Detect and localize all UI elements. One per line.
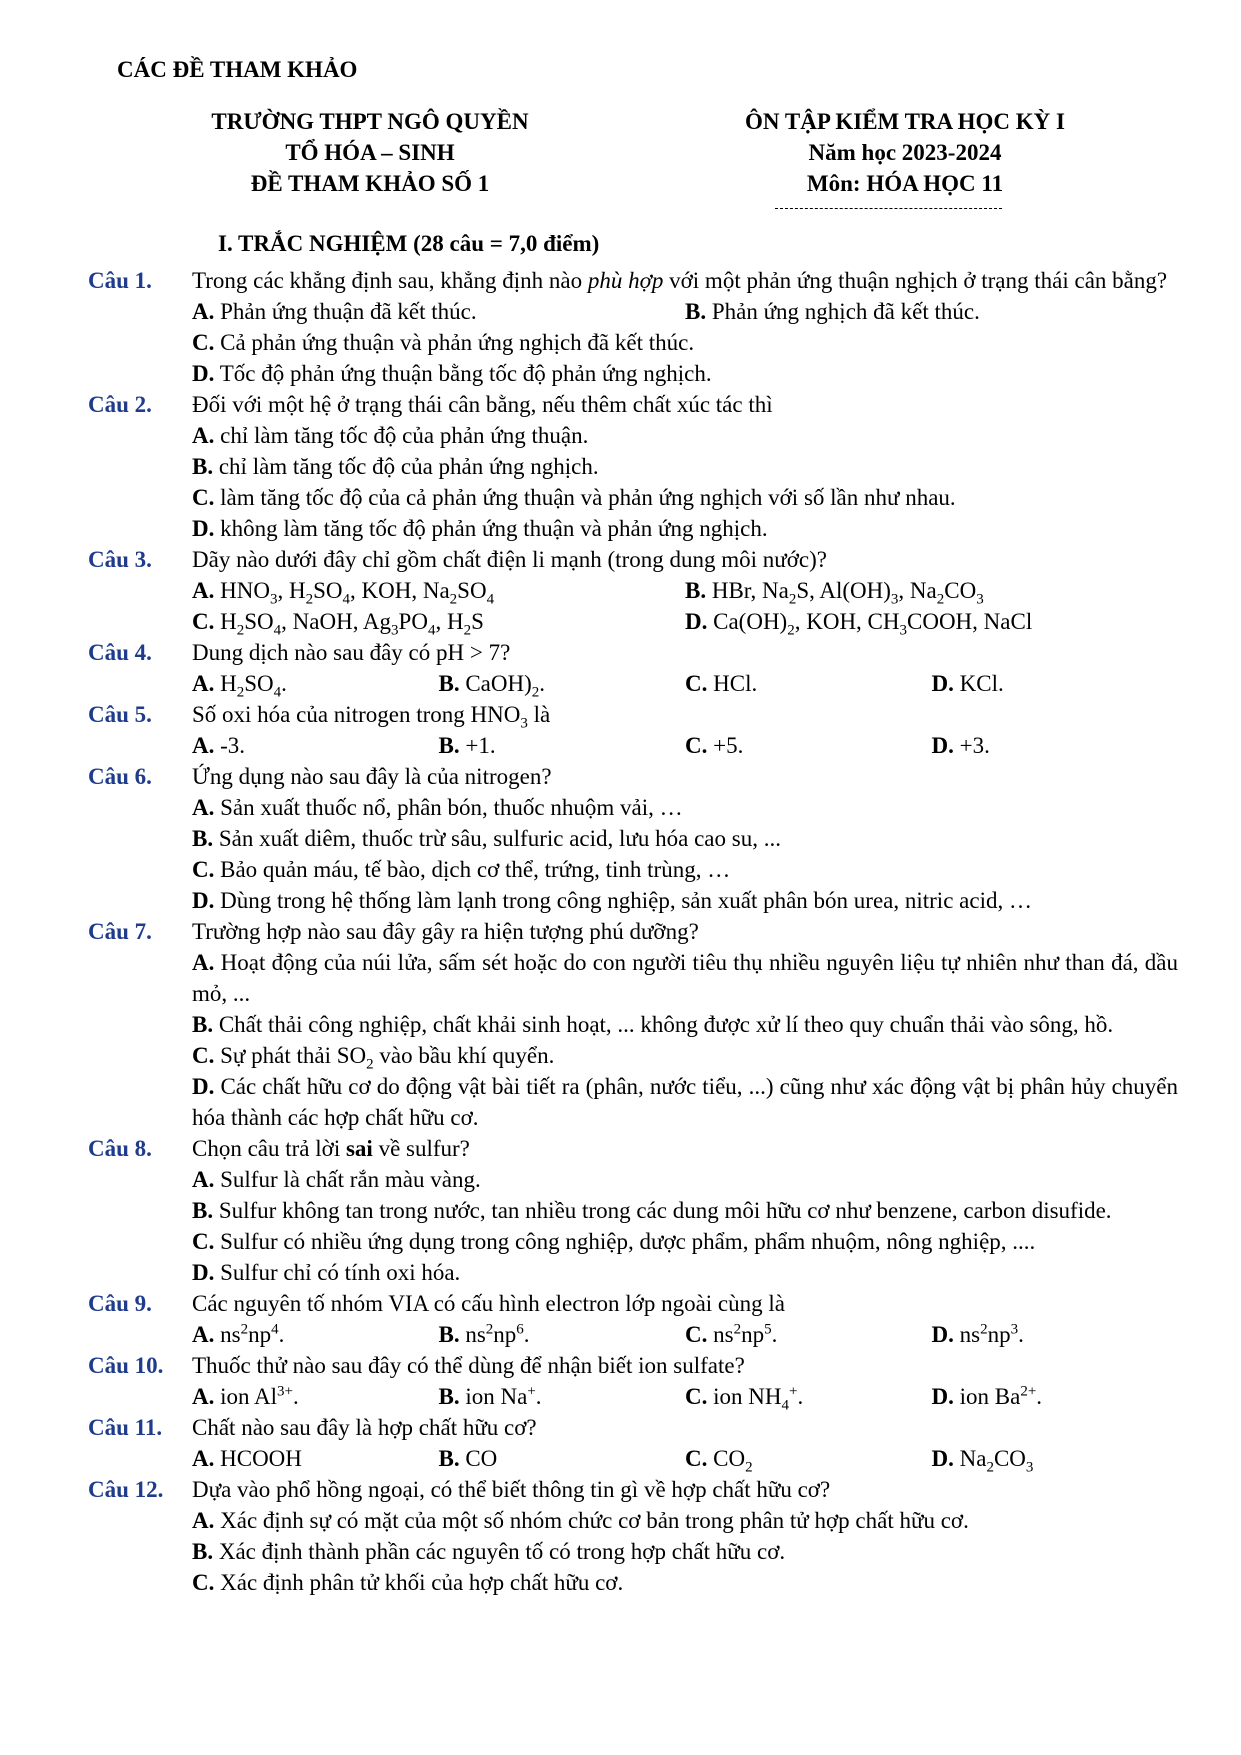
question-stem: Dãy nào dưới đây chỉ gồm chất điện li mạnh (trong dung môi nước)? — [192, 547, 827, 572]
option-text: CO — [459, 1446, 498, 1471]
option-text: Dùng trong hệ thống làm lạnh trong công nghiệp, sản xuất phân bón urea, nitric acid, … — [214, 888, 1032, 913]
question-stem: Dung dịch nào sau đây có pH > 7? — [192, 640, 511, 665]
option-label: B. — [685, 578, 707, 603]
option-label: D. — [931, 733, 954, 758]
answer-option-d — [932, 1319, 1179, 1350]
question-stem: Chọn câu trả lời sai về sulfur? — [192, 1136, 470, 1161]
option-label: B. — [192, 1012, 214, 1037]
option-label: D. — [192, 361, 215, 386]
answer-options — [192, 947, 1178, 1133]
question-item — [88, 637, 1178, 699]
option-text: KCl. — [953, 671, 1004, 696]
question-stem: Các nguyên tố nhóm VIA có cấu hình electron lớp ngoài cùng là — [192, 1291, 785, 1316]
option-label: A. — [192, 733, 215, 758]
option-label: D. — [931, 671, 954, 696]
answer-option-a — [192, 1319, 439, 1350]
answer-option-b — [439, 1319, 686, 1350]
answer-option-d — [192, 513, 1178, 544]
option-label: D. — [931, 1322, 954, 1347]
option-label: C. — [192, 857, 215, 882]
option-text: ion $NH_4^+$. — [707, 1383, 804, 1414]
options-row — [192, 575, 1178, 606]
option-label: B. — [192, 826, 214, 851]
option-text: Cả phản ứng thuận và phản ứng nghịch đã kết thúc. — [214, 330, 695, 355]
answer-option-a — [192, 575, 685, 606]
option-text: $CO_2$ — [707, 1446, 753, 1476]
question-item — [88, 1350, 1178, 1412]
answer-option-b — [192, 1536, 1178, 1567]
answer-option-b — [192, 823, 1178, 854]
option-label: B. — [438, 733, 460, 758]
option-text: Hoạt động của núi lửa, sấm sét hoặc do con người tiêu thụ nhiều nguyên liệu tự nhiên như than đá, dầu mỏ, ... — [192, 950, 1178, 1006]
option-text: $ns^2np^5$. — [707, 1321, 778, 1347]
options-row — [192, 1443, 1178, 1474]
answer-option-b — [192, 451, 1178, 482]
answer-option-c — [685, 1319, 932, 1350]
option-text: HBr, $Na_2S$, $Al(OH)_3$, $Na_2CO_3$ — [706, 578, 984, 608]
option-label: A. — [192, 671, 215, 696]
option-label: C. — [192, 1570, 215, 1595]
exam-header — [685, 106, 1125, 199]
answer-options — [192, 420, 1178, 544]
option-text: $ns^2np^3$. — [953, 1321, 1024, 1347]
option-text: Phản ứng nghịch đã kết thúc. — [706, 299, 980, 324]
school-header — [150, 106, 590, 199]
answer-option-c — [192, 606, 685, 637]
answer-options — [192, 668, 1178, 699]
answer-option-a — [192, 668, 439, 699]
answer-option-a — [192, 420, 1178, 451]
answer-options — [192, 296, 1178, 389]
document-top-title: CÁC ĐỀ THAM KHẢO — [117, 57, 358, 82]
option-text: Chất thải công nghiệp, chất khải sinh hoạt, ... không được xử lí theo quy chuẩn thải vào sông, hồ. — [213, 1012, 1114, 1037]
answer-options — [192, 575, 1178, 637]
option-text: Xác định sự có mặt của một số nhóm chức cơ bản trong phân tử hợp chất hữu cơ. — [214, 1508, 969, 1533]
answer-option-d — [932, 1381, 1179, 1412]
option-label: B. — [438, 671, 460, 696]
options-row — [192, 296, 1178, 327]
option-label: D. — [685, 609, 708, 634]
option-text: Sulfur có nhiều ứng dụng trong công nghiệp, dược phẩm, phẩm nhuộm, nông nghiệp, .... — [214, 1229, 1036, 1254]
option-label: A. — [192, 795, 215, 820]
options-row — [192, 1381, 1178, 1412]
option-text: ion Na+. — [459, 1383, 542, 1409]
department-name: TỔ HÓA – SINH — [285, 140, 455, 165]
option-text: $CaOH)_2$. — [459, 671, 546, 701]
options-row — [192, 1319, 1178, 1350]
answer-option-d — [192, 1071, 1178, 1133]
answer-option-a — [192, 792, 1178, 823]
option-text: Xác định phân tử khối của hợp chất hữu cơ. — [214, 1570, 624, 1595]
question-number: Câu 4. — [88, 640, 152, 665]
option-label: D. — [931, 1446, 954, 1471]
answer-option-c — [192, 327, 1178, 358]
answer-options — [192, 1319, 1178, 1350]
option-text: HCl. — [707, 671, 758, 696]
answer-option-a — [192, 296, 685, 327]
option-text: làm tăng tốc độ của cả phản ứng thuận và phản ứng nghịch với số lần như nhau. — [214, 485, 956, 510]
option-label: D. — [931, 1384, 954, 1409]
question-number: Câu 1. — [88, 268, 152, 293]
option-text: chỉ làm tăng tốc độ của phản ứng thuận. — [214, 423, 589, 448]
header-dashed-rule — [775, 208, 1002, 209]
option-label: C. — [192, 1229, 215, 1254]
question-number: Câu 5. — [88, 702, 152, 727]
option-text: $H_2SO_4$, NaOH, $Ag_3PO_4$, $H_2S$ — [214, 609, 484, 639]
answer-option-c — [685, 668, 932, 699]
question-item — [88, 1474, 1178, 1598]
answer-option-a — [192, 1505, 1178, 1536]
question-number: Câu 3. — [88, 547, 152, 572]
option-text: Sự phát thải $SO_2$ vào bầu khí quyển. — [214, 1043, 555, 1073]
question-item — [88, 1412, 1178, 1474]
option-label: D. — [192, 1074, 215, 1099]
option-label: B. — [685, 299, 707, 324]
option-text: $ns^2np^4$. — [214, 1321, 285, 1347]
option-label: C. — [685, 1446, 708, 1471]
answer-option-b — [439, 668, 686, 699]
question-item — [88, 389, 1178, 544]
answer-option-d — [932, 1443, 1179, 1474]
option-label: B. — [192, 1198, 214, 1223]
answer-option-b — [192, 1195, 1178, 1226]
option-label: C. — [192, 609, 215, 634]
option-text: +5. — [707, 733, 744, 758]
question-number: Câu 2. — [88, 392, 152, 417]
answer-option-c — [192, 1226, 1178, 1257]
option-text: ion $Ba^{2+}$. — [953, 1383, 1043, 1409]
options-row — [192, 730, 1178, 761]
option-text: +1. — [459, 733, 496, 758]
question-item — [88, 544, 1178, 637]
option-text: $HNO_3$, $H_2SO_4$, KOH, $Na_2SO_4$ — [214, 578, 495, 608]
question-item — [88, 916, 1178, 1133]
option-label: D. — [192, 516, 215, 541]
school-year: Năm học 2023-2024 — [808, 140, 1002, 165]
option-text: $Na_2CO_3$ — [953, 1446, 1034, 1476]
option-label: C. — [685, 671, 708, 696]
question-stem: Đối với một hệ ở trạng thái cân bằng, nếu thêm chất xúc tác thì — [192, 392, 773, 417]
option-label: A. — [192, 578, 215, 603]
answer-options — [192, 730, 1178, 761]
answer-option-b — [439, 1443, 686, 1474]
question-item — [88, 699, 1178, 761]
answer-option-b — [439, 730, 686, 761]
option-text: HCOOH — [214, 1446, 302, 1471]
exam-number: ĐỀ THAM KHẢO SỐ 1 — [250, 171, 490, 196]
option-label: A. — [192, 299, 215, 324]
question-stem: Số oxi hóa của nitrogen trong $HNO_3$ là — [192, 702, 551, 732]
option-label: A. — [192, 423, 215, 448]
option-text: Xác định thành phần các nguyên tố có trong hợp chất hữu cơ. — [213, 1539, 786, 1564]
option-text: Sulfur không tan trong nước, tan nhiều trong các dung môi hữu cơ như benzene, carbon disufide. — [213, 1198, 1112, 1223]
question-stem: Thuốc thử nào sau đây có thể dùng để nhận biết ion sulfate? — [192, 1353, 745, 1378]
question-item — [88, 1288, 1178, 1350]
option-text: ion $Al^{3+}$. — [214, 1383, 299, 1409]
option-label: C. — [685, 733, 708, 758]
option-label: C. — [192, 330, 215, 355]
answer-option-d — [932, 668, 1179, 699]
answer-option-d — [685, 606, 1178, 637]
option-text: Sản xuất diêm, thuốc trừ sâu, sulfuric acid, lưu hóa cao su, ... — [213, 826, 781, 851]
question-stem: Ứng dụng nào sau đây là của nitrogen? — [192, 764, 552, 789]
option-label: A. — [192, 1446, 215, 1471]
option-label: C. — [192, 485, 215, 510]
answer-options — [192, 792, 1178, 916]
answer-option-c — [685, 730, 932, 761]
answer-option-a — [192, 730, 439, 761]
option-label: B. — [192, 454, 214, 479]
question-number: Câu 7. — [88, 919, 152, 944]
option-text: +3. — [953, 733, 990, 758]
option-text: chỉ làm tăng tốc độ của phản ứng nghịch. — [213, 454, 599, 479]
question-stem: Trong các khẳng định sau, khẳng định nào phù hợp với một phản ứng thuận nghịch ở trạng thái cân bằng? — [192, 268, 1168, 293]
answer-option-c — [192, 854, 1178, 885]
option-label: A. — [192, 950, 215, 975]
question-number: Câu 10. — [88, 1353, 164, 1378]
section-title: I. TRẮC NGHIỆM (28 câu = 7,0 điểm) — [218, 231, 600, 256]
answer-option-d — [932, 730, 1179, 761]
option-text: không làm tăng tốc độ phản ứng thuận và phản ứng nghịch. — [214, 516, 768, 541]
option-label: B. — [192, 1539, 214, 1564]
question-number: Câu 8. — [88, 1136, 152, 1161]
question-number: Câu 12. — [88, 1477, 164, 1502]
question-item — [88, 761, 1178, 916]
answer-option-b — [685, 575, 1178, 606]
answer-options — [192, 1164, 1178, 1288]
option-text: Bảo quản máu, tế bào, dịch cơ thể, trứng, tinh trùng, … — [214, 857, 731, 882]
option-label: D. — [192, 1260, 215, 1285]
school-name: TRƯỜNG THPT NGÔ QUYỀN — [211, 109, 529, 134]
option-label: D. — [192, 888, 215, 913]
option-text: $ns^2np^6$. — [459, 1321, 530, 1347]
answer-options — [192, 1505, 1178, 1598]
question-stem: Trường hợp nào sau đây gây ra hiện tượng phú dưỡng? — [192, 919, 699, 944]
answer-option-a — [192, 1443, 439, 1474]
answer-option-d — [192, 885, 1178, 916]
answer-option-c — [685, 1381, 932, 1412]
answer-option-c — [192, 482, 1178, 513]
option-text: Sulfur chỉ có tính oxi hóa. — [214, 1260, 461, 1285]
answer-options — [192, 1443, 1178, 1474]
option-text: Các chất hữu cơ do động vật bài tiết ra (phân, nước tiểu, ...) cũng như xác động vật bị phân hủy chuyển hóa thành các hợp chất hữu cơ. — [192, 1074, 1178, 1130]
option-label: A. — [192, 1384, 215, 1409]
answer-option-d — [192, 358, 1178, 389]
option-text: $H_2SO_4$. — [214, 671, 287, 701]
question-number: Câu 9. — [88, 1291, 152, 1316]
question-number: Câu 11. — [88, 1415, 163, 1440]
answer-option-c — [192, 1567, 1178, 1598]
option-label: B. — [438, 1384, 460, 1409]
answer-option-b — [439, 1381, 686, 1412]
answer-option-c — [685, 1443, 932, 1474]
option-label: A. — [192, 1322, 215, 1347]
question-number: Câu 6. — [88, 764, 152, 789]
answer-option-a — [192, 947, 1178, 1009]
answer-option-c — [192, 1040, 1178, 1071]
answer-option-b — [685, 296, 1178, 327]
answer-option-d — [192, 1257, 1178, 1288]
option-text: -3. — [214, 733, 246, 758]
options-row — [192, 606, 1178, 637]
option-text: Sản xuất thuốc nổ, phân bón, thuốc nhuộm vải, … — [214, 795, 683, 820]
question-stem: Dựa vào phổ hồng ngoại, có thể biết thông tin gì về hợp chất hữu cơ? — [192, 1477, 831, 1502]
question-item — [88, 1133, 1178, 1288]
option-text: Tốc độ phản ứng thuận bằng tốc độ phản ứng nghịch. — [214, 361, 712, 386]
answer-option-a — [192, 1381, 439, 1412]
option-label: A. — [192, 1508, 215, 1533]
exam-title: ÔN TẬP KIỂM TRA HỌC KỲ I — [745, 109, 1065, 134]
option-label: A. — [192, 1167, 215, 1192]
option-text: Phản ứng thuận đã kết thúc. — [214, 299, 477, 324]
option-label: B. — [438, 1322, 460, 1347]
answer-option-b — [192, 1009, 1178, 1040]
question-list — [88, 265, 1178, 1598]
option-text: $Ca(OH)_2$, KOH, $CH_3COOH$, NaCl — [707, 609, 1033, 639]
options-row — [192, 668, 1178, 699]
answer-options — [192, 1381, 1178, 1412]
option-text: Sulfur là chất rắn màu vàng. — [214, 1167, 481, 1192]
option-label: C. — [192, 1043, 215, 1068]
option-label: C. — [685, 1384, 708, 1409]
option-label: C. — [685, 1322, 708, 1347]
question-stem: Chất nào sau đây là hợp chất hữu cơ? — [192, 1415, 537, 1440]
question-item — [88, 265, 1178, 389]
option-label: B. — [438, 1446, 460, 1471]
subject: Môn: HÓA HỌC 11 — [806, 171, 1004, 196]
answer-option-a — [192, 1164, 1178, 1195]
